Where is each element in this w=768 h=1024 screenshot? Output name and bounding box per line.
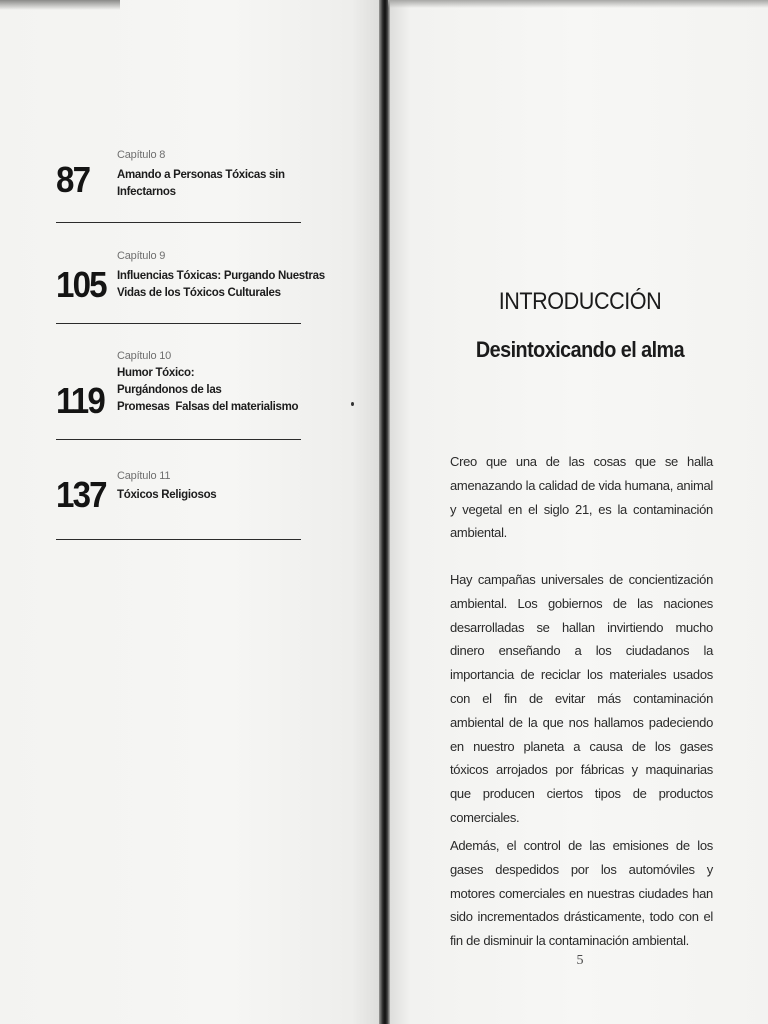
toc-page-number: 87 [56,159,90,200]
toc-chapter-label: Capítulo 8 [117,149,166,161]
toc-page-number: 105 [56,264,106,305]
toc-title-line: Amando a Personas Tóxicas sin [117,169,285,181]
book-gutter [379,0,390,1024]
toc-title-line: Infectarnos [117,186,176,198]
toc-chapter-label: Capítulo 9 [117,250,166,262]
intro-heading: INTRODUCCIÓN [498,288,662,315]
intro-paragraph: Hay campañas universales de concientización ambiental. Los gobiernos de las naciones desarrolladas se hallan invirtiendo mucho dinero enseñando a los ciudadanos la importancia de reciclar los materiales usados con el fin de evitar más contaminación ambiental de la que nos hallamos padeciendo en nuestro planeta a causa de los gases tóxicos arrojados por fábricas y maquinarias que producen ciertos tipos de productos comerciales. [450,572,713,825]
toc-entry-chapter-9 [56,244,325,326]
toc-page-number: 137 [56,474,106,515]
dust-speck [351,402,354,406]
toc-page-number: 119 [56,380,104,421]
toc-title-line: Purgándonos de las [117,384,222,396]
page-number: 5 [576,953,584,968]
toc-chapter-title [117,167,285,201]
intro-paragraph: Creo que una de las cosas que se halla amenazando la calidad de vida humana, animal y vegetal en el siglo 21, es la contaminación ambiental. [450,454,713,541]
toc-entry-chapter-11 [56,462,301,542]
toc-chapter-title [117,365,298,416]
toc-title-line: Influencias Tóxicas: Purgando Nuestras [117,270,325,282]
intro-paragraph: Además, el control de las emisiones de los gases despedidos por los automóviles y motores comerciales en nuestras ciudades han sido incrementados drásticamente, todo con el fin de disminuir la contaminación ambiental. [450,838,713,949]
intro-subtitle: Desintoxicando el alma [475,337,685,362]
toc-chapter-label: Capítulo 10 [117,350,172,362]
toc-chapter-label: Capítulo 11 [117,470,171,482]
toc-divider [56,222,301,223]
toc-title-line: Tóxicos Religiosos [117,489,217,501]
toc-entry-chapter-8 [56,145,301,225]
toc-divider [56,323,301,324]
scan-shadow [0,0,120,10]
toc-entry-chapter-10 [56,344,301,442]
toc-divider [56,539,301,540]
scan-shadow-right [388,0,768,8]
toc-title-line: Vidas de los Tóxicos Culturales [117,287,281,299]
toc-chapter-title [117,268,325,302]
toc-chapter-title [117,487,216,504]
toc-divider [56,439,301,440]
toc-title-line: Promesas Falsas del materialismo [117,401,299,413]
toc-title-line: Humor Tóxico: [117,367,195,379]
